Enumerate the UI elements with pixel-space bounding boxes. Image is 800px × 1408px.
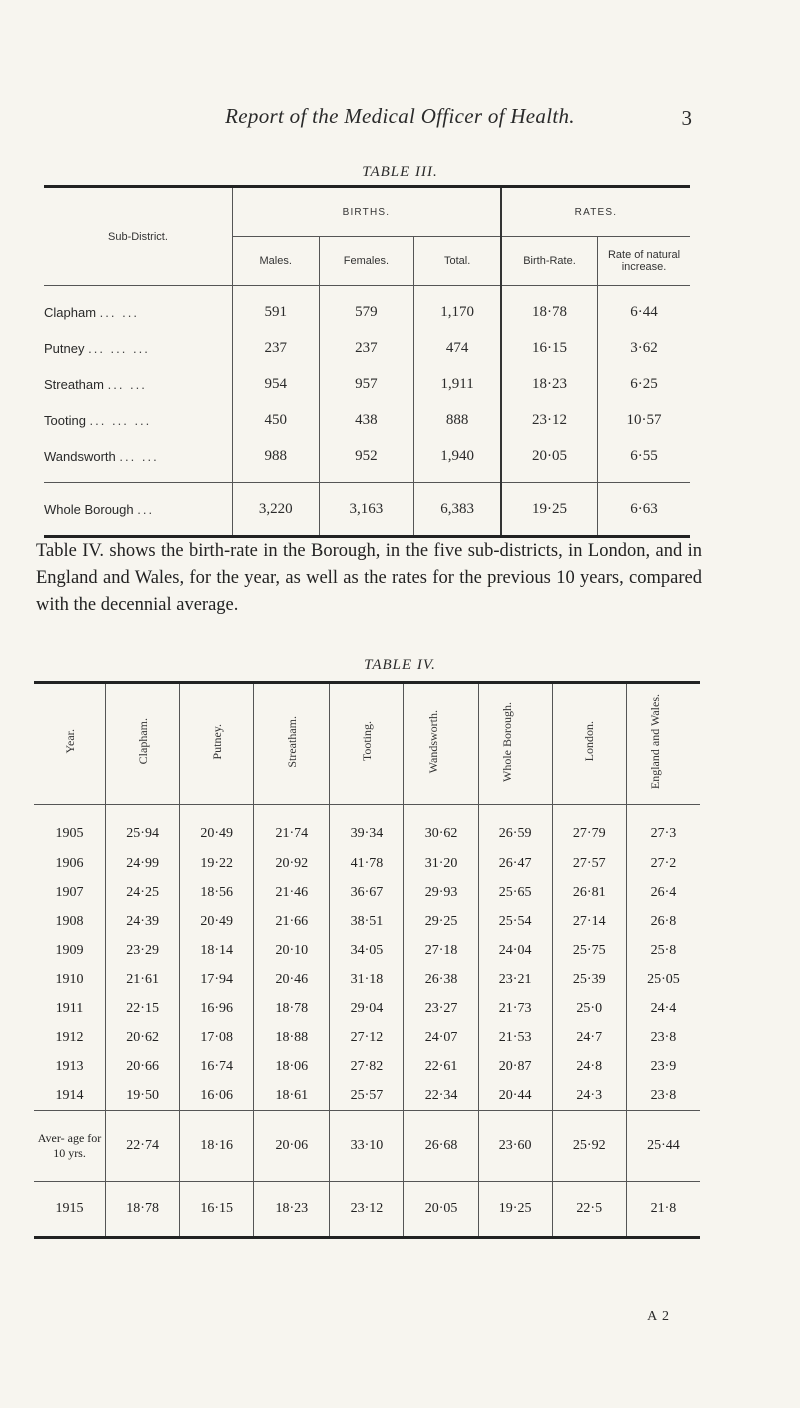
table4-caption: TABLE IV.: [364, 657, 436, 673]
rate-cell: 27·57: [552, 849, 626, 878]
rate-cell: 20·62: [106, 1023, 180, 1052]
rate-cell: 26·59: [478, 805, 552, 850]
table-row: [34, 1023, 700, 1052]
rate-cell: 20·66: [106, 1052, 180, 1081]
subdistrict-cell: [44, 366, 232, 402]
table-row: [34, 849, 700, 878]
rate-cell: 18·61: [254, 1081, 330, 1111]
header-label: Whole Borough.: [500, 701, 515, 782]
cell-males: 450: [232, 402, 319, 438]
rate-cell: 16·74: [180, 1052, 254, 1081]
rate-cell: 20·10: [254, 936, 330, 965]
rate-cell: 26·81: [552, 878, 626, 907]
rate-cell: 27·79: [552, 805, 626, 850]
year-cell: 1914: [55, 1087, 84, 1103]
table-row: [34, 805, 700, 850]
table-row: [44, 366, 690, 402]
table-row: [34, 936, 700, 965]
cell-total: 1,170: [414, 286, 501, 331]
rate-cell: 25·65: [478, 878, 552, 907]
subdistrict-cell: [44, 438, 232, 474]
header-cell: [330, 683, 404, 805]
cell-birth-rate: 18·78: [501, 286, 598, 331]
rate-cell: 24·04: [478, 936, 552, 965]
cell-birth-rate: 16·15: [501, 330, 598, 366]
cell-natural: 10·57: [598, 402, 690, 438]
cell-females: 952: [319, 438, 414, 474]
rate-cell: 25·8: [626, 936, 700, 965]
table-row: [34, 1052, 700, 1081]
header-label: Wandsworth.: [426, 709, 441, 774]
rate-cell: 20·49: [180, 907, 254, 936]
cell-natural: 6·63: [598, 483, 690, 537]
cell-total: 1,911: [414, 366, 501, 402]
rate-cell: 19·22: [180, 849, 254, 878]
subdistrict-cell: [44, 483, 232, 537]
leader-dots: ...: [137, 501, 155, 517]
cell-total: 474: [414, 330, 501, 366]
rate-cell: 27·82: [330, 1052, 404, 1081]
cell-males: 3,220: [232, 483, 319, 537]
cell-birth-rate: 18·23: [501, 366, 598, 402]
col-total: Total.: [414, 237, 501, 286]
rate-cell: 27·14: [552, 907, 626, 936]
rate-cell: 27·12: [330, 1023, 404, 1052]
rate-cell: 21·73: [478, 994, 552, 1023]
spacer-cell: [232, 474, 319, 483]
rate-cell: 25·05: [626, 965, 700, 994]
subdistrict-name: Tooting: [44, 412, 86, 428]
rate-cell: 16·15: [180, 1182, 254, 1238]
rate-cell: 20·46: [254, 965, 330, 994]
rate-cell: 26·68: [404, 1111, 478, 1182]
rate-cell: 21·8: [626, 1182, 700, 1238]
rate-cell: 38·51: [330, 907, 404, 936]
rate-cell: 33·10: [330, 1111, 404, 1182]
subdistrict-name: Wandsworth: [44, 448, 116, 464]
rate-cell: 27·3: [626, 805, 700, 850]
rate-cell: 23·60: [478, 1111, 552, 1182]
rate-cell: 25·0: [552, 994, 626, 1023]
spacer-cell: [319, 474, 414, 483]
body-paragraph: Table IV. shows the birth-rate in the Borough, in the five sub-districts, in London, and in England and Wales, for the year, as well as the rates for the previous 10 years, compared with the decennial average.: [36, 541, 702, 615]
rate-cell: 23·8: [626, 1081, 700, 1111]
header-cell: [552, 683, 626, 805]
header-label: Clapham.: [135, 718, 150, 765]
rate-cell: 22·74: [106, 1111, 180, 1182]
rate-cell: 23·29: [106, 936, 180, 965]
cell-natural: 6·25: [598, 366, 690, 402]
year-cell: 1910: [55, 971, 84, 987]
rate-cell: 20·49: [180, 805, 254, 850]
year-cell: 1915: [55, 1201, 84, 1216]
page-header: [0, 104, 800, 144]
current-year-row: [34, 1182, 700, 1238]
rate-cell: 20·05: [404, 1182, 478, 1238]
cell-males: 591: [232, 286, 319, 331]
page-number: 3: [681, 106, 692, 130]
rate-cell: 22·61: [404, 1052, 478, 1081]
header-label: London.: [582, 721, 597, 762]
rate-cell: 24·8: [552, 1052, 626, 1081]
leader-dots: ... ...: [99, 304, 139, 320]
header-label: Streatham.: [284, 715, 299, 768]
subdistrict-name: Streatham: [44, 376, 104, 392]
cell-males: 237: [232, 330, 319, 366]
rate-cell: 24·99: [106, 849, 180, 878]
rate-cell: 25·39: [552, 965, 626, 994]
cell-natural: 6·55: [598, 438, 690, 474]
rate-cell: 21·61: [106, 965, 180, 994]
cell-birth-rate: 23·12: [501, 402, 598, 438]
header-cell: [34, 683, 106, 805]
rate-cell: 18·23: [254, 1182, 330, 1238]
rate-cell: 41·78: [330, 849, 404, 878]
table-row: [44, 286, 690, 331]
col-males: Males.: [232, 237, 319, 286]
col-females: Females.: [319, 237, 414, 286]
rate-cell: 18·78: [254, 994, 330, 1023]
rate-cell: 30·62: [404, 805, 478, 850]
header-cell: [478, 683, 552, 805]
header-cell: [404, 683, 478, 805]
average-row: [34, 1111, 700, 1182]
spacer-cell: [501, 474, 598, 483]
cell-females: 237: [319, 330, 414, 366]
cell-natural: 3·62: [598, 330, 690, 366]
rate-cell: 19·25: [478, 1182, 552, 1238]
rate-cell: 31·20: [404, 849, 478, 878]
rate-cell: 25·44: [626, 1111, 700, 1182]
rate-cell: 21·46: [254, 878, 330, 907]
subdistrict-name: Whole Borough: [44, 501, 134, 517]
table-row: [34, 994, 700, 1023]
table-row: [34, 878, 700, 907]
spacer-cell: [414, 474, 501, 483]
rate-cell: 17·08: [180, 1023, 254, 1052]
year-cell: 1913: [55, 1058, 84, 1074]
col-subdistrict: Sub-District.: [44, 187, 232, 286]
rate-cell: 18·88: [254, 1023, 330, 1052]
header-cell: [254, 683, 330, 805]
header-label: England and Wales.: [648, 693, 663, 790]
subdistrict-name: Clapham: [44, 304, 97, 320]
total-row: [44, 483, 690, 537]
cell-birth-rate: 20·05: [501, 438, 598, 474]
rate-cell: 21·74: [254, 805, 330, 850]
header-cell: [106, 683, 180, 805]
year-cell: 1905: [55, 826, 84, 841]
rate-cell: 25·92: [552, 1111, 626, 1182]
cell-males: 988: [232, 438, 319, 474]
rate-cell: 26·38: [404, 965, 478, 994]
table4: [34, 681, 700, 1239]
table-row: [44, 438, 690, 474]
header-label: Tooting.: [359, 721, 374, 762]
rate-cell: 17·94: [180, 965, 254, 994]
cell-females: 438: [319, 402, 414, 438]
year-cell: 1912: [55, 1029, 84, 1045]
col-natural-increase: Rate of natural increase.: [598, 237, 690, 286]
header-label: Putney.: [209, 723, 224, 760]
rate-cell: 34·05: [330, 936, 404, 965]
table3: [44, 185, 690, 538]
rate-cell: 22·5: [552, 1182, 626, 1238]
rate-cell: 26·8: [626, 907, 700, 936]
rate-cell: 23·9: [626, 1052, 700, 1081]
rate-cell: 23·8: [626, 1023, 700, 1052]
rate-cell: 39·34: [330, 805, 404, 850]
year-cell: 1908: [55, 913, 84, 929]
rate-cell: 27·18: [404, 936, 478, 965]
cell-males: 954: [232, 366, 319, 402]
rate-cell: 25·75: [552, 936, 626, 965]
signature-mark: A 2: [647, 1309, 670, 1324]
rate-cell: 23·12: [330, 1182, 404, 1238]
year-cell: 1906: [55, 855, 84, 871]
year-cell: 1911: [55, 1000, 84, 1016]
leader-dots: ... ...: [119, 448, 159, 464]
rate-cell: 24·3: [552, 1081, 626, 1111]
rate-cell: 25·57: [330, 1081, 404, 1111]
rate-cell: 29·93: [404, 878, 478, 907]
rate-cell: 16·06: [180, 1081, 254, 1111]
rate-cell: 24·4: [626, 994, 700, 1023]
rate-cell: 22·34: [404, 1081, 478, 1111]
rate-cell: 19·50: [106, 1081, 180, 1111]
leader-dots: ... ...: [107, 376, 147, 392]
rate-cell: 25·54: [478, 907, 552, 936]
col-birth-rate: Birth-Rate.: [501, 237, 598, 286]
rate-cell: 18·14: [180, 936, 254, 965]
rate-cell: 31·18: [330, 965, 404, 994]
subdistrict-cell: [44, 402, 232, 438]
table-row: [44, 402, 690, 438]
spacer-cell: [44, 474, 232, 483]
cell-total: 1,940: [414, 438, 501, 474]
rate-cell: 18·56: [180, 878, 254, 907]
table3-caption: TABLE III.: [362, 164, 438, 180]
cell-birth-rate: 19·25: [501, 483, 598, 537]
rate-cell: 20·92: [254, 849, 330, 878]
rate-cell: 23·21: [478, 965, 552, 994]
table-row: [34, 965, 700, 994]
cell-total: 6,383: [414, 483, 501, 537]
report-title: Report of the Medical Officer of Health.: [225, 104, 575, 128]
rate-cell: 21·53: [478, 1023, 552, 1052]
group-births: BIRTHS.: [232, 187, 501, 237]
subdistrict-cell: [44, 330, 232, 366]
rate-cell: 18·78: [106, 1182, 180, 1238]
subdistrict-name: Putney: [44, 340, 85, 356]
cell-females: 3,163: [319, 483, 414, 537]
header-cell: [626, 683, 700, 805]
header-label: Year.: [62, 729, 77, 754]
rate-cell: 18·16: [180, 1111, 254, 1182]
year-cell: Aver- age for 10 yrs.: [34, 1111, 106, 1182]
rate-cell: 20·44: [478, 1081, 552, 1111]
subdistrict-cell: [44, 286, 232, 331]
cell-natural: 6·44: [598, 286, 690, 331]
rate-cell: 26·47: [478, 849, 552, 878]
table-row: [34, 907, 700, 936]
year-cell: 1909: [55, 942, 84, 958]
rate-cell: 20·06: [254, 1111, 330, 1182]
rate-cell: 22·15: [106, 994, 180, 1023]
spacer-row: [44, 474, 690, 483]
rate-cell: 16·96: [180, 994, 254, 1023]
rate-cell: 20·87: [478, 1052, 552, 1081]
rate-cell: 18·06: [254, 1052, 330, 1081]
rate-cell: 24·7: [552, 1023, 626, 1052]
table-row: [34, 1081, 700, 1111]
rate-cell: 36·67: [330, 878, 404, 907]
rate-cell: 26·4: [626, 878, 700, 907]
cell-females: 579: [319, 286, 414, 331]
rate-cell: 24·07: [404, 1023, 478, 1052]
rate-cell: 25·94: [106, 805, 180, 850]
rate-cell: 21·66: [254, 907, 330, 936]
cell-females: 957: [319, 366, 414, 402]
cell-total: 888: [414, 402, 501, 438]
header-cell: [180, 683, 254, 805]
spacer-cell: [598, 474, 690, 483]
rate-cell: 24·39: [106, 907, 180, 936]
rate-cell: 23·27: [404, 994, 478, 1023]
rate-cell: 27·2: [626, 849, 700, 878]
year-cell: 1907: [55, 884, 84, 900]
leader-dots: ... ... ...: [89, 412, 152, 428]
group-rates: RATES.: [501, 187, 690, 237]
rate-cell: 29·25: [404, 907, 478, 936]
table-row: [44, 330, 690, 366]
rate-cell: 24·25: [106, 878, 180, 907]
leader-dots: ... ... ...: [88, 340, 150, 356]
rate-cell: 29·04: [330, 994, 404, 1023]
